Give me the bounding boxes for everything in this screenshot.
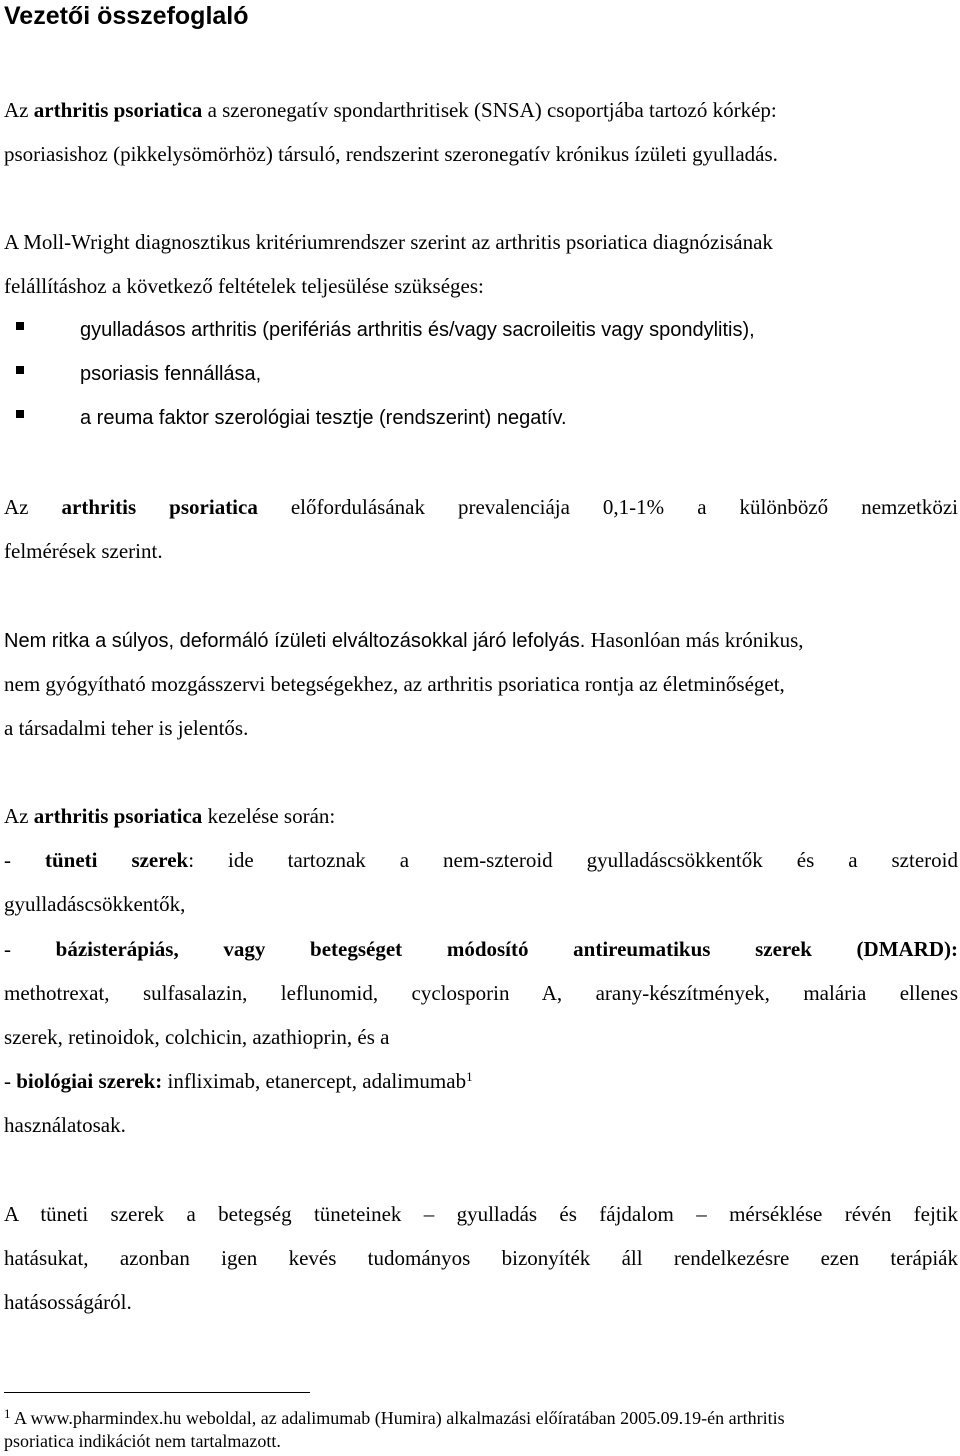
- paragraph-3-line-2: felmérések szerint.: [4, 539, 163, 563]
- footnote-marker: 1: [4, 1406, 11, 1421]
- bold-term: biológiai szerek:: [16, 1069, 163, 1093]
- bold-term: arthritis psoriatica: [33, 98, 203, 122]
- text-span: -: [4, 1069, 17, 1093]
- bullet-square-icon: [16, 410, 24, 418]
- paragraph-5-line-2: [4, 845, 958, 875]
- criteria-item-2: psoriasis fennállása,: [80, 363, 262, 385]
- paragraph-6-line-3: hatásosságáról.: [4, 1290, 132, 1314]
- text-span: Az: [4, 495, 62, 519]
- footnote-reference[interactable]: 1: [466, 1069, 473, 1084]
- footnote-line-2: psoriatica indikációt nem tartalmazott.: [4, 1431, 281, 1451]
- text-span: : ide tartoznak a nem-szteroid gyulladáscsökkentők és a szteroid: [188, 848, 958, 872]
- bullet-square-icon: [16, 322, 24, 330]
- paragraph-3-line-1: [4, 492, 958, 522]
- paragraph-4-line-3: a társadalmi teher is jelentős.: [4, 716, 249, 740]
- bullet-square-icon: [16, 366, 24, 374]
- bold-term: arthritis psoriatica: [61, 495, 258, 519]
- footnote-divider: [4, 1392, 310, 1393]
- footnote-text: A www.pharmindex.hu weboldal, az adalimumab (Humira) alkalmazási előíratában 2005.09.19-én arthritis: [10, 1408, 785, 1428]
- paragraph-2-line-1: A Moll-Wright diagnosztikus kritériumrendszer szerint az arthritis psoriatica diagnózisának: [4, 230, 773, 254]
- paragraph-2-line-2: felállításhoz a következő feltételek teljesülése szükséges:: [4, 274, 484, 298]
- text-span: a szeronegatív spondarthritisek (SNSA) csoportjába tartozó kórkép:: [202, 98, 777, 122]
- page-title: Vezetői összefoglaló: [4, 2, 249, 30]
- bold-term: arthritis psoriatica: [33, 804, 203, 828]
- text-span: -: [4, 937, 56, 961]
- bold-term: bázisterápiás, vagy betegséget módosító antireumatikus szerek (DMARD):: [55, 937, 958, 961]
- text-span: Az: [4, 98, 34, 122]
- paragraph-5-line-1: [4, 801, 335, 831]
- criteria-item-1: gyulladásos arthritis (perifériás arthritis és/vagy sacroileitis vagy spondylitis),: [80, 319, 755, 341]
- text-span: infliximab, etanercept, adalimumab: [162, 1069, 467, 1093]
- paragraph-5-line-8: használatosak.: [4, 1113, 126, 1137]
- text-span: -: [4, 848, 45, 872]
- bold-term: tüneti szerek: [44, 848, 189, 872]
- footnote-line-1: [4, 1407, 785, 1429]
- paragraph-6-line-2: hatásukat, azonban igen kevés tudományos bizonyíték áll rendelkezésre ezen terápiák: [4, 1246, 958, 1270]
- paragraph-1-line-1: [4, 95, 777, 125]
- text-span: előfordulásának prevalenciája 0,1-1% a különböző nemzetközi: [257, 495, 958, 519]
- criteria-item-3: a reuma faktor szerológiai tesztje (rendszerint) negatív.: [80, 407, 567, 429]
- paragraph-5-line-6: szerek, retinoidok, colchicin, azathioprin, és a: [4, 1025, 390, 1049]
- paragraph-1-line-2: psoriasishoz (pikkelysömörhöz) társuló, rendszerint szeronegatív krónikus ízületi gyulladás.: [4, 142, 778, 166]
- paragraph-5-line-4: [4, 934, 958, 964]
- paragraph-4-line-1: [4, 625, 804, 655]
- paragraph-5-line-7: [4, 1066, 473, 1096]
- text-span: Az: [4, 804, 34, 828]
- text-span: Nem ritka a súlyos, deformáló ízületi elváltozásokkal járó lefolyás.: [4, 630, 586, 652]
- text-span: kezelése során:: [202, 804, 336, 828]
- paragraph-5-line-5: methotrexat, sulfasalazin, leflunomid, cyclosporin A, arany-készítmények, malária ellenes: [4, 981, 958, 1005]
- paragraph-5-line-3: gyulladáscsökkentők,: [4, 892, 186, 916]
- paragraph-4-line-2: nem gyógyítható mozgásszervi betegségekhez, az arthritis psoriatica rontja az életminőséget,: [4, 672, 785, 696]
- text-span: Hasonlóan más krónikus,: [585, 628, 804, 652]
- paragraph-6-line-1: A tüneti szerek a betegség tüneteinek – gyulladás és fájdalom – mérséklése révén fejtik: [4, 1202, 958, 1226]
